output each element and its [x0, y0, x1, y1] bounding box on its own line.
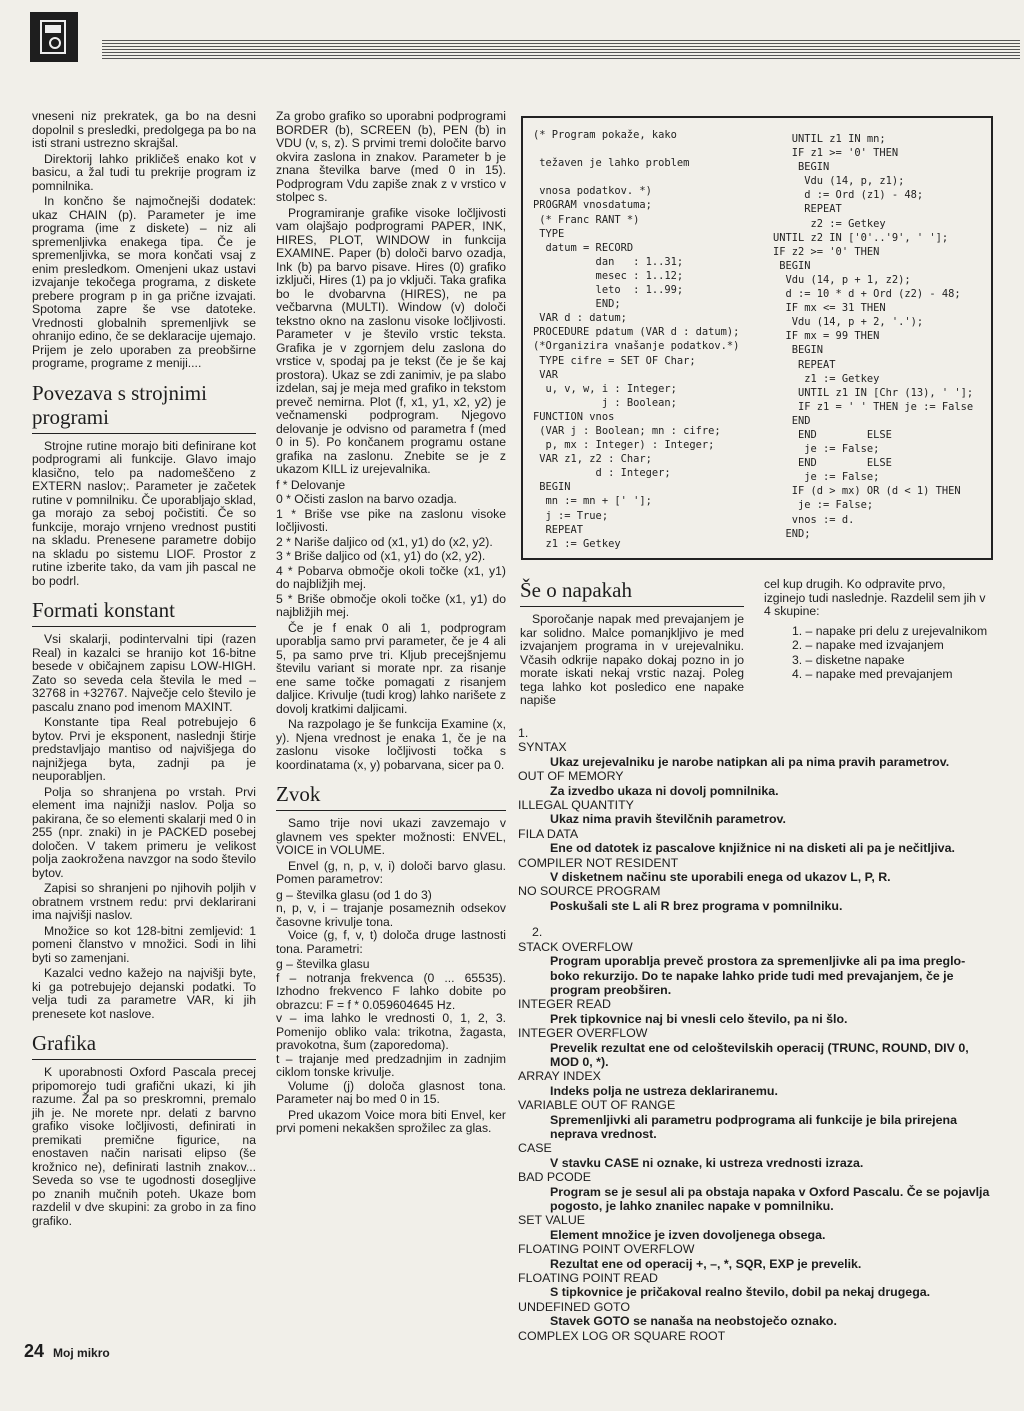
group-number: 2.: [532, 925, 543, 940]
paragraph: In končno še najmočnejši dodatek: ukaz CHAIN (p). Parameter je ime programa (ime z diskete) – niz ali spremenljivka enakega tipa. Če je spremenljivka, se mora končati vsaj z enim presledkom. Omenjeni ukaz ustavi izvajanje tekočega programa, z diskete prebere program p in ga prične izvajati. Spotoma zapre še vse datoteke. Vrednosti globalnih spremenljivk se ohranijo edino, če se deklaracije ujemajo. Prijem je zelo uporaben za preobširne programe, programe z meniji....: [32, 194, 256, 370]
header-band: [28, 10, 994, 62]
error-name: UNDEFINED GOTO: [518, 1299, 630, 1314]
list-item: 1 * Briše vse pike na zaslonu visoke ločljivosti.: [276, 506, 506, 534]
page-footer: [24, 1341, 110, 1362]
error-description: Stavek GOTO se nanaša na neobstoječo oznako.: [550, 1314, 837, 1329]
paragraph: Zapisi so shranjeni po njihovih poljih v obratnem vrstnem redu: prvi deklarirani ima najvišji naslov.: [32, 881, 256, 922]
error-name: NO SOURCE PROGRAM: [518, 884, 661, 899]
param-line: g – številka glasu (od 1 do 3): [276, 887, 432, 902]
error-description: Ene od datotek iz pascalove knjižnice ni na disketi ali pa je nečitljiva.: [550, 841, 955, 856]
list-item: 3 * Briše daljico od (x1, y1) do (x2, y2).: [276, 549, 486, 563]
error-name: ARRAY INDEX: [518, 1069, 601, 1084]
paragraph: cel kup drugih. Ko odpravite prvo, izginejo tudi naslednje. Razdelil sem jih v 4 skupine:: [764, 577, 986, 618]
error-description: Ukaz urejevalniku je narobe natipkan ali pa nima pravih parametrov.: [550, 754, 950, 769]
error-name: INTEGER READ: [518, 997, 611, 1012]
list-item: 0 * Očisti zaslon na barvo ozadja.: [276, 492, 457, 506]
list-item: 4. – napake med prevajanjem: [792, 667, 953, 681]
paragraph: Vsi skalarji, podintervalni tipi (razen Real) in kazalci se hranijo kot 16-bitne besede v običajnem zapisu LOW-HIGH. Zato so seveda cela števila le med –32768 in +32767. Največje celo število je pascalu znano pod imenom MAXINT.: [32, 632, 256, 714]
paragraph: Programiranje grafike visoke ločljivosti vam olajšajo podprogrami PAPER, INK, HIRES, PLOT, WINDOW in funkcija EXAMINE. Paper (b) določi barvo ozadja, Ink (b) pa barvo pisave. Hires (0) grafiko izključi, Hires (1) pa jo vključi. Taka grafika bo le dvobarvna (HIRES), ne pa večbarvna (MULTI). Window (v) določi tekstno okno na zaslonu visoke ločljivosti. Parameter v je število vrstic teksta. Grafika je v zgornjem delu zaslona do vrstice v, spodaj pa je tekst (če je še kaj prostora). Ukaz se zdi zanimiv, je pa slabo izdelan, saj je meja med grafiko in tekstom preveč nemirna. Plot (f, x1, y1, x2, y2) je večnamenski podprogram. Njegovo delovanje je odvisno od parametra f (med 0 in 5). Po končanem programu ostane grafika na zaslonu. Znebite se je z ukazom KILL iz urejevalnika.: [276, 205, 506, 476]
paragraph: Envel (g, n, p, v, i) določi barvo glasu. Pomen parametrov:: [276, 858, 506, 886]
plot-function-list: [276, 479, 506, 620]
paragraph: Konstante tipa Real potrebujejo 6 bytov. Prvi je eksponent, naslednji štirje predstavljajo mantiso od najvišjega do najnižjega byta, zadnji pa je neuporabljen.: [32, 715, 256, 783]
column-1: [32, 110, 256, 1230]
error-description: Spremenljivki ali parametru podprograma ali funkcije je bila prirejena neprava vrednost.: [550, 1112, 957, 1141]
error-name: VARIABLE OUT OF RANGE: [518, 1098, 676, 1113]
heading-grafika: Grafika: [32, 1031, 256, 1060]
error-description: Poskušali ste L ali R brez programa v pomnilniku.: [550, 898, 843, 913]
heading-zvok: Zvok: [276, 782, 506, 811]
error-list-2: [518, 940, 994, 1343]
error-name: BAD PCODE: [518, 1170, 591, 1185]
paragraph: Sporočanje napak med prevajanjem je kar solidno. Malce pomanjkljivo je med izvajanjem programa in v urejevalniku. Včasih odkrije napako dokaj pozno in jo morate iskati nekaj vrstic nazaj. Poleg tega lahko kot posledico ene napake napiše: [520, 612, 744, 707]
error-name: SYNTAX: [518, 740, 567, 755]
error-name: FILA DATA: [518, 826, 579, 841]
paragraph: Voice (g, f, v, t) določa druge lastnosti tona. Parametri:: [276, 928, 506, 956]
error-list-1: [518, 740, 994, 913]
heading-formati: Formati konstant: [32, 598, 256, 627]
group-number: 1.: [518, 726, 529, 740]
paragraph: vneseni niz prekratek, ga bo na desni dopolnil s presledki, predolgega pa bo na isti strani ustrezno skrajšal.: [32, 109, 256, 150]
error-description: Prevelik rezultat ene od celoštevilskih operacij (TRUNC, ROUND, DIV 0, MOD 0, *).: [550, 1040, 969, 1069]
disk-icon: [40, 20, 66, 54]
error-name: INTEGER OVERFLOW: [518, 1026, 648, 1041]
paragraph: Na razpolago je še funkcija Examine (x, y). Njena vrednost je enaka 1, če je na zaslonu visoke ločljivosti točka s koordinatama (x, y) pobarvana, sicer pa 0.: [276, 717, 506, 772]
error-description: Element množice je izven dovoljenega obsega.: [550, 1227, 826, 1242]
paragraph: Za grobo grafiko so uporabni podprogrami BORDER (b), SCREEN (b), PEN (b) in VDU (v, s, z). S prvimi tremi določite barvo okvira zaslona in znakov. Parameter b je znana številka barve (med 0 in 15). Podprogram Vdu zapiše znak z v vrstico v stolpec s.: [276, 109, 506, 204]
code-listing-left: (* Program pokaže, kako težaven je lahko problem vnosa podatkov. *) PROGRAM vnosdatuma; (* Franc RANT *) TYPE datum = RECORD dan : 1..31; mesec : 1..12; leto : 1..99; END; VAR d : datum; PROCEDURE pdatum (VAR d : datum); (*Organizira vnašanje podatkov.*) TYPE cifre = SET OF Char; VAR u, v, w, i : Integer; j : Boolean; FUNCTION vnos (VAR j : Boolean; mn : cifre; p, mx : Integer) : Integer; VAR z1, z2 : Char; d : Integer; BEGIN mn := mn + [' ']; j := True; REPEAT z1 := Getkey: [533, 129, 740, 550]
error-name: ILLEGAL QUANTITY: [518, 798, 634, 813]
error-description: Indeks polja ne ustreza deklariranemu.: [550, 1083, 778, 1098]
error-name: STACK OVERFLOW: [518, 939, 633, 954]
param-line: g – številka glasu: [276, 957, 370, 971]
list-item: 2 * Nariše daljico od (x1, y1) do (x2, y2).: [276, 534, 493, 549]
error-name: SET VALUE: [518, 1213, 586, 1228]
error-name: OUT OF MEMORY: [518, 769, 624, 784]
list-item: 2. – napake med izvajanjem: [792, 638, 944, 652]
error-name: COMPLEX LOG OR SQUARE ROOT: [518, 1328, 726, 1343]
column-3: [520, 578, 744, 710]
paragraph: Pred ukazom Voice mora biti Envel, ker prvi pomeni nekakšen sprožilec za glas.: [276, 1107, 506, 1135]
column-4: [764, 578, 990, 684]
code-listing-box: [521, 116, 993, 560]
paragraph: Polja so shranjena po vrstah. Prvi element ima najnižji naslov. Polja so pakirana, če so elementi skalarji med 0 in 255 (npr. znaki) in je PACKED posebej določen. V takem primeru je velikost polja zaokrožena navzgor na sodo število bytov.: [32, 784, 256, 880]
paragraph: Volume (j) določa glasnost tona. Parameter naj bo med 0 in 15.: [276, 1078, 506, 1106]
error-group-list: [764, 625, 990, 682]
error-description: Ukaz nima pravih številčnih parametrov.: [550, 812, 786, 827]
paragraph: Množice so kot 128-bitni zemljevid: 1 pomeni članstvo v množici. Sodi in lihi byti so zamenjani.: [32, 923, 256, 965]
error-description: S tipkovnice je pričakoval realno število, dobil pa nekaj drugega.: [550, 1285, 931, 1300]
error-name: CASE: [518, 1141, 552, 1156]
page-number: 24: [24, 1341, 45, 1361]
heading-povezava: Povezava s strojnimi programi: [32, 381, 256, 434]
list-item: f * Delovanje: [276, 477, 346, 492]
heading-napake: Še o napakah: [520, 578, 744, 607]
error-description: V stavku CASE ni oznake, ki ustreza vrednosti izraza.: [550, 1155, 864, 1170]
error-name: COMPILER NOT RESIDENT: [518, 855, 679, 870]
error-description: Za izvedbo ukaza ni dovolj pomnilnika.: [550, 783, 779, 798]
error-listing: [518, 726, 994, 1343]
paragraph: Strojne rutine morajo biti definirane kot podprogrami ali funkcije. Glavo imajo klasično, telo pa nadomeščeno z EXTERN naslov;. Parameter je začetek rutine v pomnilniku. Če uporabljajo sklad, ga morajo za seboj počistiti. Če so funkcije, morajo vrnjeno vrednost pustiti na skladu. Prenesene parametre dobijo na skladu po sistemu LIOF. Prostor z rutine izberite tako, da vam jih pascal ne bo podrl.: [32, 438, 256, 588]
header-stripes: [102, 40, 1020, 60]
error-name: FLOATING POINT READ: [518, 1271, 658, 1286]
error-description: Program se je sesul ali pa obstaja napaka v Oxford Pascalu. Če se pojavlja pogosto, je lahko znanilec napake v pomnilniku.: [550, 1184, 990, 1213]
param-line: t – trajanje med predzadnjim in zadnjim ciklom tonske krivulje.: [276, 1051, 506, 1079]
list-item: 3. – disketne napake: [792, 652, 905, 667]
magazine-name: Moj mikro: [53, 1346, 110, 1360]
error-description: Program uporablja preveč prostora za spremenljivke ali pa ima preglo-boko rekurzijo. Do te napake lahko pride tudi med prevajanjem, če je program preobširen.: [550, 954, 966, 997]
param-line: f – notranja frekvenca (0 ... 65535). Izhodno frekvenco F lahko dobite po obrazcu: F = f * 0.059604645 Hz.: [276, 970, 506, 1012]
list-item: 5 * Briše območje okoli točke (x1, y1) do najbližjih mej.: [276, 591, 506, 619]
error-description: V disketnem načinu ste uporabili enega od ukazov L, P, R.: [550, 870, 891, 885]
column-2: [276, 110, 506, 1138]
paragraph: K uporabnosti Oxford Pascala precej pripomorejo tudi grafični ukazi, ki jih razume. Žal pa so preskromni, premalo jih je. Ne morete npr. delati z barvno grafiko visoke ločljivosti, definirati in premikati premične figurice, na enostaven način narisati elipso (še krožnico ne), definirati lastnih znakov... Seveda so vse te ugodnosti dosegljive po znanih mučnih poteh. Ukaze bom razdelil v dve skupini: za grobo in za fino grafiko.: [32, 1065, 256, 1228]
error-description: Prek tipkovnice naj bi vnesli celo število, pa ni šlo.: [550, 1011, 848, 1026]
error-name: FLOATING POINT OVERFLOW: [518, 1242, 695, 1257]
paragraph: Direktorij lahko prikličeš enako kot v basicu, a žal tudi tu prekrije program iz pomnilnika.: [32, 151, 256, 193]
param-line: n, p, v, i – trajanje posameznih odsekov časovne krivulje tona.: [276, 901, 506, 929]
error-description: Rezultat ene od operacij +, –, *, SQR, EXP je prevelik.: [550, 1256, 862, 1271]
paragraph: Če je f enak 0 ali 1, podprogram uporablja samo prvi parameter, če je 4 ali 5, pa samo prve tri. Kljub precejšnjemu številu variant si morate npr. za risanje ene same točke pomagati z risanjem daljice. Krivulje (tudi krog) lahko narišete z dovolj kratkimi daljicami.: [276, 620, 506, 716]
paragraph: Samo trije novi ukazi zavzemajo v glavnem ves spekter možnosti: ENVEL, VOICE in VOLUME.: [276, 816, 506, 857]
code-listing-right: UNTIL z1 IN mn; IF z1 >= '0' THEN BEGIN Vdu (14, p, z1); d := Ord (z1) - 48; REPEAT z2 := Getkey UNTIL z2 IN ['0'..'9', ' ']; IF z2 >= '0' THEN BEGIN Vdu (14, p + 1, z2); d := 10 * d + Ord (z2) - 48; IF mx <= 31 THEN Vdu (14, p + 2, '.'); IF mx = 99 THEN BEGIN REPEAT z1 := Getkey UNTIL z1 IN [Chr (13), ' ']; IF z1 = ' ' THEN je := False END END ELSE je := False; END ELSE je := False; IF (d > mx) OR (d < 1) THEN je := False; vnos := d. END;: [773, 133, 974, 540]
list-item: 4 * Pobarva območje okoli točke (x1, y1) do najbližjih mej.: [276, 563, 506, 591]
param-line: v – ima lahko le vrednosti 0, 1, 2, 3. Pomenijo obliko vala: trikotna, žagasta, pravokotna, šum (zaporedoma).: [276, 1011, 506, 1052]
list-item: 1. – napake pri delu z urejevalnikom: [792, 623, 988, 638]
magazine-logo-icon: [30, 12, 78, 62]
paragraph: Kazalci vedno kažejo na najvišji byte, ki ga potrebujejo dejanski podatki. To velja tudi za parametre VAR, ki jih prenesete kot naslove.: [32, 966, 256, 1021]
